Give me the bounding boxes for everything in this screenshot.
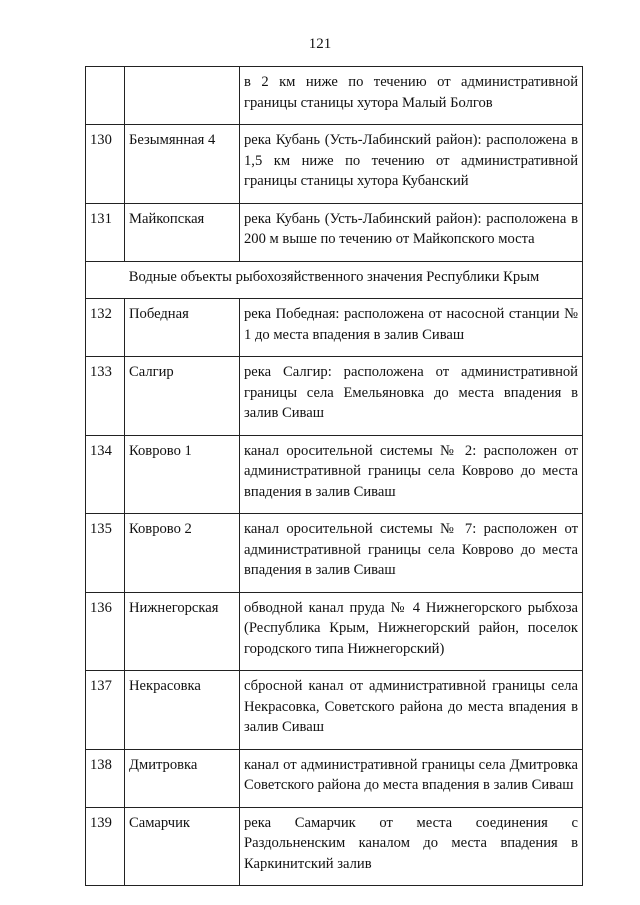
row-number: 134 (86, 435, 125, 514)
table-row (86, 357, 583, 436)
water-body-name: Дмитровка (125, 749, 240, 807)
water-body-description: канал оросительной системы № 2: расположен от административной границы села Коврово до места впадения в залив Сиваш (240, 435, 583, 514)
row-number: 132 (86, 299, 125, 357)
water-body-name: Некрасовка (125, 671, 240, 750)
row-number: 133 (86, 357, 125, 436)
table-row (86, 203, 583, 261)
water-body-description: река Кубань (Усть-Лабинский район): расположена в 200 м выше по течению от Майкопского моста (240, 203, 583, 261)
row-number: 130 (86, 125, 125, 204)
row-number: 136 (86, 592, 125, 671)
section-heading: Водные объекты рыбохозяйственного значения Республики Крым (86, 261, 583, 299)
water-body-description: река Победная: расположена от насосной станции № 1 до места впадения в залив Сиваш (240, 299, 583, 357)
table-row (86, 125, 583, 204)
water-body-description: река Кубань (Усть-Лабинский район): расположена в 1,5 км ниже по течению от административной границы станицы хутора Кубанский (240, 125, 583, 204)
table-row (86, 299, 583, 357)
water-body-name: Самарчик (125, 807, 240, 886)
water-body-description: канал оросительной системы № 7: расположен от административной границы села Коврово до места впадения в залив Сиваш (240, 514, 583, 593)
water-body-name: Коврово 2 (125, 514, 240, 593)
row-number: 135 (86, 514, 125, 593)
table-row (86, 435, 583, 514)
water-body-name: Коврово 1 (125, 435, 240, 514)
page-number: 121 (308, 36, 332, 52)
table-row (86, 67, 583, 125)
water-body-description: сбросной канал от административной границы села Некрасовка, Советского района до места впадения в залив Сиваш (240, 671, 583, 750)
water-body-name: Безымянная 4 (125, 125, 240, 204)
row-number (86, 67, 125, 125)
table-row (86, 807, 583, 886)
water-body-name (125, 67, 240, 125)
water-body-description: река Салгир: расположена от административной границы села Емельяновка до места впадения в залив Сиваш (240, 357, 583, 436)
water-body-name: Победная (125, 299, 240, 357)
water-body-description: в 2 км ниже по течению от административной границы станицы хутора Малый Болгов (240, 67, 583, 125)
row-number: 139 (86, 807, 125, 886)
water-body-name: Майкопская (125, 203, 240, 261)
water-body-name: Нижнегорская (125, 592, 240, 671)
water-body-name: Салгир (125, 357, 240, 436)
water-body-description: канал от административной границы села Дмитровка Советского района до места впадения в залив Сиваш (240, 749, 583, 807)
row-number: 138 (86, 749, 125, 807)
row-number: 137 (86, 671, 125, 750)
section-heading-row (86, 261, 583, 299)
table-row (86, 671, 583, 750)
water-body-description: река Самарчик от места соединения с Раздольненским каналом до места впадения в Каркинитский залив (240, 807, 583, 886)
table-row (86, 749, 583, 807)
water-bodies-table (85, 66, 583, 886)
table-row (86, 592, 583, 671)
water-body-description: обводной канал пруда № 4 Нижнегорского рыбхоза (Республика Крым, Нижнегорский район, поселок городского типа Нижнегорский) (240, 592, 583, 671)
row-number: 131 (86, 203, 125, 261)
table-row (86, 514, 583, 593)
